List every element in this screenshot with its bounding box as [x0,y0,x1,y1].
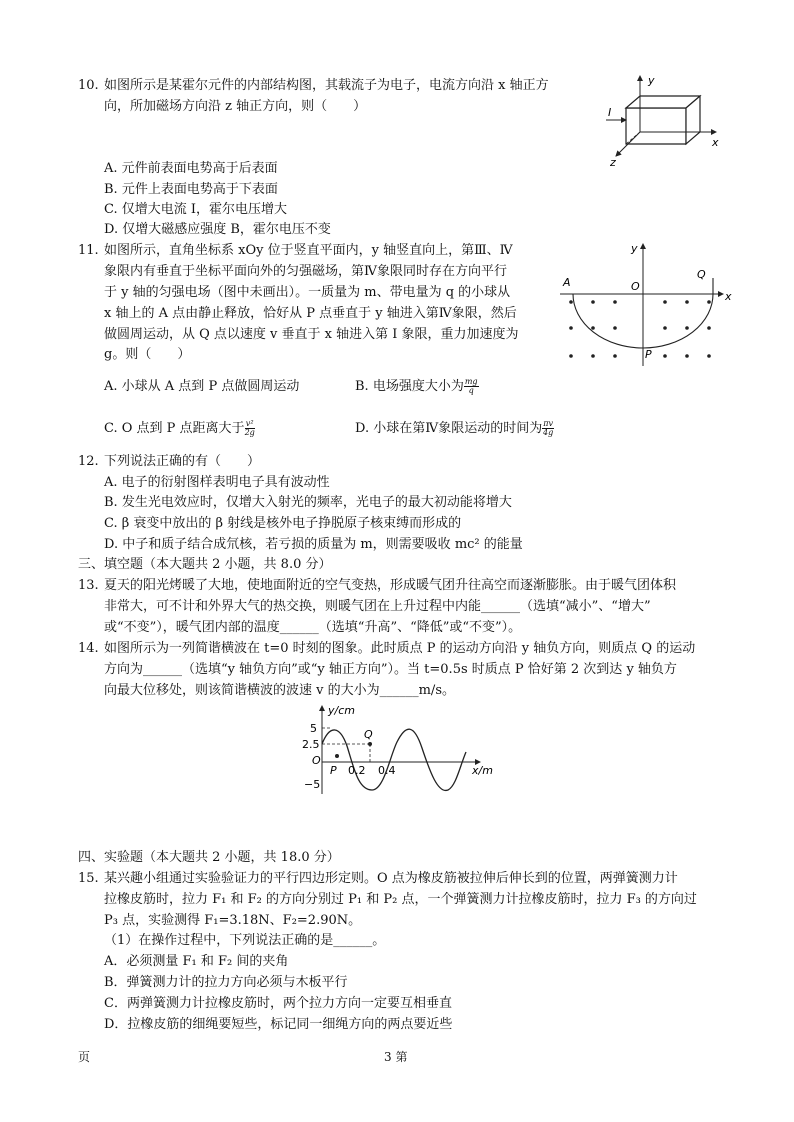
wave-fig-xlabel: x/m [472,764,493,777]
hall-fig-label-I: I [608,106,612,119]
wave-fig-tick-0-2: 0.2 [348,764,366,777]
q15-number: 15. [78,871,99,886]
hall-fig-label-x: x [712,136,719,149]
q15-line1: 某兴趣小组通过实验验证力的平行四边形定则。O 点为橡皮筋被拉伸后伸长到的位置，两弹簧测力计 [104,871,678,886]
hall-fig-label-z: z [610,156,616,169]
q11-option-b-numerator: mg [464,377,478,386]
q12-option-b: B. 发生光电效应时，仅增大入射光的频率，光电子的最大初动能将增大 [104,495,512,510]
mag-fig-label-Q: Q [697,268,706,281]
hall-fig-label-y: y [648,74,655,87]
q11-option-d-fraction [542,420,554,437]
q11-option-b-denominator: q [468,386,474,395]
mag-fig-label-x: x [725,290,732,303]
wave-fig-ylabel: y/cm [328,704,355,717]
q12-stem: 下列说法正确的有（ ） [104,454,261,469]
wave-graph-figure [300,702,500,802]
q10-option-d: D. 仅增大磁感应强度 B，霍尔电压不变 [104,222,331,237]
q11-option-c-numerator: v² [245,419,254,428]
q11-option-c-fraction [245,420,255,437]
q14-number: 14. [78,641,99,656]
q11-option-b-fraction [464,378,479,395]
q11-stem-line3: 于 y 轴的匀强电场（图中未画出）。一质量为 m、带电量为 q 的小球从 [104,285,511,300]
q15-subquestion-1: （1）在操作过程中，下列说法正确的是______。 [104,933,386,948]
q14-line2: 方向为______（选填“y 轴负方向”或“y 轴正方向”）。当 t=0.5s 时质点 P 恰好第 2 次到达 y 轴负方 [104,662,677,677]
hall-element-figure [598,70,728,170]
q11-option-d-text: D. 小球在第Ⅳ象限运动的时间为 [355,421,543,436]
q12-number: 12. [78,454,99,469]
section3-heading: 三、填空题（本大题共 2 小题，共 8.0 分） [78,557,332,572]
q10-option-a: A. 元件前表面电势高于后表面 [104,161,278,176]
q10-option-b: B. 元件上表面电势高于下表面 [104,182,278,197]
q15-option-c: C．两弹簧测力计拉橡皮筋时，两个拉力方向一定要互相垂直 [104,996,452,1011]
footer-page-number: 3 第 [384,1050,408,1064]
q11-stem-line2: 象限内有垂直于坐标平面向外的匀强磁场，第Ⅳ象限同时存在方向平行 [104,264,507,279]
q10-stem-line1: 如图所示是某霍尔元件的内部结构图，其载流子为电子，电流方向沿 x 轴正方 [104,78,549,93]
q13-number: 13. [78,578,99,593]
q14-line1: 如图所示为一列简谐横波在 t=0 时刻的图象。此时质点 P 的运动方向沿 y 轴负方向，则质点 Q 的运动 [104,641,696,656]
wave-fig-origin: O [312,754,321,767]
wave-fig-point-P: P [330,764,337,777]
q11-option-c [104,420,255,438]
mag-fig-label-P: P [645,348,652,361]
footer-left: 页 [78,1050,91,1064]
q10-option-c: C. 仅增大电流 I，霍尔电压增大 [104,202,288,217]
mag-fig-label-O: O [631,280,640,293]
q11-option-a: A. 小球从 A 点到 P 点做圆周运动 [104,379,300,394]
q11-stem-line6: g。则（ ） [104,347,191,362]
mag-fig-label-y: y [631,242,638,255]
q11-option-c-denominator: 2g [244,428,255,437]
q12-option-d: D. 中子和质子结合成氘核，若亏损的质量为 m，则需要吸收 mc² 的能量 [104,537,523,552]
wave-fig-tick-0-4: 0.4 [378,764,396,777]
q11-option-b [355,378,479,396]
q15-line2: 拉橡皮筋时，拉力 F₁ 和 F₂ 的方向分别过 P₁ 和 P₂ 点，一个弹簧测力计拉橡皮筋时，拉力 F₃ 的方向过 [104,892,697,907]
q11-stem-line4: x 轴上的 A 点由静止释放，恰好从 P 点垂直于 y 轴进入第Ⅳ象限，然后 [104,306,517,321]
q11-option-d [355,420,554,438]
wave-fig-tick-5: 5 [310,722,317,735]
q15-option-a: A．必须测量 F₁ 和 F₂ 间的夹角 [104,954,289,969]
q15-option-b: B．弹簧测力计的拉力方向必须与木板平行 [104,975,348,990]
q11-stem-line5: 做圆周运动，从 Q 点以速度 v 垂直于 x 轴进入第 I 象限，重力加速度为 [104,327,519,342]
q11-option-b-text: B. 电场强度大小为 [355,379,464,394]
q13-line3: 或“不变”），暖气团内部的温度______（选填“升高”、“降低”或“不变”）。 [104,620,522,635]
q15-line3: P₃ 点，实验测得 F₁=3.18N、F₂=2.90N。 [104,913,362,928]
q11-option-c-text: C. O 点到 P 点距离大于 [104,421,245,436]
wave-fig-tick-2-5: 2.5 [302,738,320,751]
wave-fig-tick-neg5: −5 [304,778,321,791]
magnetic-field-figure [555,238,735,368]
wave-fig-point-Q: Q [364,728,373,741]
q11-number: 11. [78,243,99,258]
q13-line1: 夏天的阳光烤暖了大地，使地面附近的空气变热，形成暖气团升往高空而逐渐膨胀。由于暖气团体积 [104,578,677,593]
q10-stem-line2: 向，所加磁场方向沿 z 轴正方向，则（ ） [104,99,367,114]
q14-line3: 向最大位移处，则该简谐横波的波速 v 的大小为______m/s。 [104,683,455,698]
q13-line2: 非常大，可不计和外界大气的热交换，则暖气团在上升过程中内能______（选填“减小”、“增大” [104,599,651,614]
q15-option-d: D．拉橡皮筋的细绳要短些，标记同一细绳方向的两点要近些 [104,1017,453,1032]
q12-option-c: C. β 衰变中放出的 β 射线是核外电子挣脱原子核束缚而形成的 [104,516,462,531]
q11-option-d-numerator: πv [543,419,553,428]
q12-option-a: A. 电子的衍射图样表明电子具有波动性 [104,475,330,490]
section4-heading: 四、实验题（本大题共 2 小题，共 18.0 分） [78,850,340,865]
mag-fig-label-A: A [563,276,571,289]
q11-option-d-denominator: 4g [543,428,554,437]
q10-number: 10. [78,78,99,93]
q11-stem-line1: 如图所示，直角坐标系 xOy 位于竖直平面内，y 轴竖直向上，第Ⅲ、Ⅳ [104,243,513,258]
